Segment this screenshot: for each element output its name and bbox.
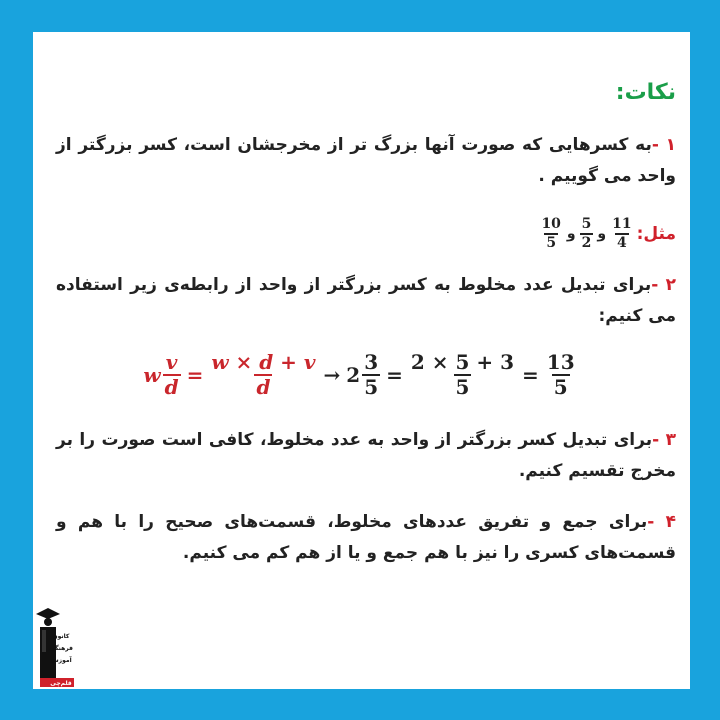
formula-whole: w xyxy=(143,363,161,387)
mixed-whole: 2 xyxy=(346,363,361,387)
mixed-fraction xyxy=(362,352,380,398)
fraction-denominator: 5 xyxy=(364,375,379,399)
example-label: مثل: xyxy=(636,224,676,244)
fraction-denominator: 5 xyxy=(553,375,568,399)
arrow-icon: → xyxy=(323,363,341,387)
example-line xyxy=(539,210,676,258)
fraction-denominator: 5 xyxy=(455,375,470,399)
note-number: ۲ - xyxy=(651,275,676,295)
note-number: ۴ - xyxy=(647,512,676,532)
fraction-numerator: 10 xyxy=(541,216,561,233)
fraction-denominator: 2 xyxy=(581,235,592,251)
formula-lhs xyxy=(143,352,180,398)
example-fraction xyxy=(580,217,594,250)
example-fraction xyxy=(610,217,633,250)
note-4 xyxy=(56,507,676,569)
fraction-numerator: 2 × 5 + 3 xyxy=(410,350,515,374)
note-number: ۳ - xyxy=(652,430,677,450)
equals-sign: = xyxy=(186,363,204,387)
logo-text-line: فرهنگی xyxy=(49,645,73,652)
example-mixed-number xyxy=(346,352,380,398)
conjunction: و xyxy=(597,226,607,242)
heading: نکات: xyxy=(615,80,676,105)
mixed-number-formula xyxy=(0,352,720,398)
fraction-numerator: 13 xyxy=(546,350,575,374)
fraction-numerator: 3 xyxy=(364,350,379,374)
fraction-numerator: 11 xyxy=(612,216,632,233)
expansion-fraction xyxy=(409,352,516,398)
note-text: برای تبدیل عدد مخلوط به کسر بزرگتر از واحد از رابطه‌ی زیر استفاده می کنیم: xyxy=(56,275,676,326)
formula-lhs-fraction xyxy=(163,352,181,398)
logo-text-line: قلم‌چی xyxy=(50,680,72,687)
fraction-denominator: 4 xyxy=(616,235,627,251)
note-3 xyxy=(56,425,676,487)
equals-sign: = xyxy=(522,363,539,387)
conjunction: و xyxy=(566,226,576,242)
fraction-numerator: 5 xyxy=(581,216,592,233)
logo-text-line: آموزش xyxy=(50,657,72,664)
fraction-numerator: v xyxy=(165,350,178,374)
fraction-denominator: d xyxy=(164,375,179,399)
publisher-logo xyxy=(34,606,74,688)
note-text: برای جمع و تفریق عددهای مخلوط، قسمت‌های صحیح را با هم و قسمت‌های کسری را نیز با هم جمع و یا از هم کم می کنیم. xyxy=(56,512,676,563)
formula-rhs-fraction xyxy=(209,352,317,398)
fraction-denominator: 5 xyxy=(546,235,557,251)
note-1 xyxy=(56,130,676,192)
fraction-denominator: d xyxy=(256,375,271,399)
fraction-numerator: w × d + v xyxy=(211,350,316,374)
result-fraction xyxy=(545,352,577,398)
note-text: برای تبدیل کسر بزرگتر از واحد به عدد مخلوط، کافی است صورت را بر مخرج تقسیم کنیم. xyxy=(56,430,676,481)
note-2 xyxy=(56,270,676,332)
example-fraction xyxy=(539,217,562,250)
logo-text-line: کانون xyxy=(52,633,70,640)
note-number: ۱ - xyxy=(651,135,676,155)
note-text: به کسرهایی که صورت آنها بزرگ تر از مخرجشان است، کسر بزرگتر از واحد می گوییم . xyxy=(56,135,676,186)
equals-sign: = xyxy=(386,363,403,387)
graduate-icon xyxy=(34,606,74,688)
